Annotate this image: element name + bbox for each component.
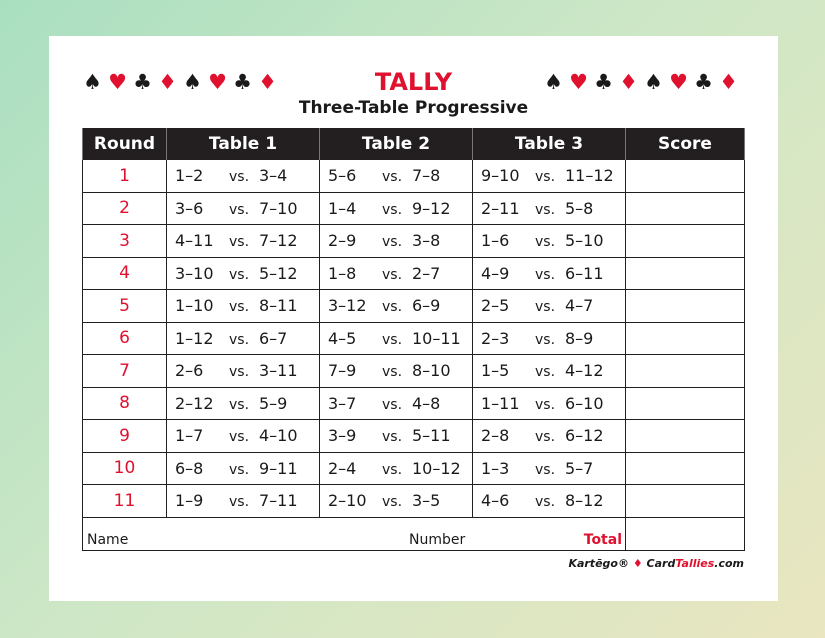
table-1-matchup — [167, 225, 320, 258]
pair-a: 4–9 — [481, 263, 510, 283]
vs-label: vs. — [382, 266, 403, 283]
vs-label: vs. — [535, 461, 556, 478]
pair-b: 8–9 — [565, 328, 594, 348]
vs-label: vs. — [229, 299, 250, 316]
score-cell[interactable] — [626, 420, 745, 453]
pair-a: 2–6 — [175, 361, 204, 381]
vs-label: vs. — [229, 461, 250, 478]
score-cell[interactable] — [626, 387, 745, 420]
table-1-matchup — [167, 192, 320, 225]
spade-icon: ♠ — [183, 70, 204, 94]
table-3-matchup — [473, 322, 626, 355]
vs-label: vs. — [382, 201, 403, 218]
footer-row — [83, 517, 745, 550]
diamond-icon: ♦ — [258, 70, 279, 94]
brand-domain: .com — [714, 557, 744, 570]
table-3-matchup — [473, 387, 626, 420]
tally-card — [49, 36, 778, 601]
pair-b: 4–8 — [412, 393, 441, 413]
vs-label: vs. — [382, 234, 403, 251]
table-3-matchup — [473, 485, 626, 518]
table-row — [83, 322, 745, 355]
number-label: Number — [409, 531, 466, 548]
vs-label: vs. — [535, 201, 556, 218]
pair-b: 7–11 — [259, 491, 298, 511]
table-3-matchup — [473, 192, 626, 225]
score-cell[interactable] — [626, 257, 745, 290]
header-row — [83, 128, 745, 160]
header-table-1: Table 1 — [167, 128, 320, 160]
heart-icon: ♥ — [569, 70, 590, 94]
pair-a: 1–8 — [328, 263, 357, 283]
score-cell[interactable] — [626, 225, 745, 258]
pair-b: 9–11 — [259, 458, 298, 478]
table-2-matchup — [320, 485, 473, 518]
table-3-matchup — [473, 355, 626, 388]
pair-a: 4–5 — [328, 328, 357, 348]
pair-b: 6–11 — [565, 263, 604, 283]
pair-a: 1–7 — [175, 426, 204, 446]
round-number: 4 — [83, 257, 167, 290]
heart-icon: ♥ — [108, 70, 129, 94]
table-2-matchup — [320, 355, 473, 388]
pair-b: 10–12 — [412, 458, 461, 478]
vs-label: vs. — [535, 169, 556, 186]
table-3-matchup — [473, 452, 626, 485]
pair-b: 6–12 — [565, 426, 604, 446]
diamond-icon: ♦ — [632, 557, 643, 570]
table-2-matchup — [320, 387, 473, 420]
vs-label: vs. — [229, 331, 250, 348]
pair-a: 1–9 — [175, 491, 204, 511]
pair-b: 5–10 — [565, 231, 604, 251]
table-2-matchup — [320, 192, 473, 225]
header-round: Round — [83, 128, 167, 160]
table-2-matchup — [320, 290, 473, 323]
round-number: 8 — [83, 387, 167, 420]
pair-b: 4–7 — [565, 296, 594, 316]
round-number: 9 — [83, 420, 167, 453]
pair-a: 3–10 — [175, 263, 214, 283]
table-2-matchup — [320, 257, 473, 290]
vs-label: vs. — [229, 169, 250, 186]
footer-fields — [83, 517, 626, 550]
vs-label: vs. — [229, 201, 250, 218]
vs-label: vs. — [382, 299, 403, 316]
pair-a: 2–5 — [481, 296, 510, 316]
vs-label: vs. — [382, 331, 403, 348]
pair-a: 4–6 — [481, 491, 510, 511]
table-row — [83, 160, 745, 193]
pair-b: 8–12 — [565, 491, 604, 511]
diamond-icon: ♦ — [719, 70, 740, 94]
vs-label: vs. — [535, 266, 556, 283]
round-number: 11 — [83, 485, 167, 518]
club-icon: ♣ — [133, 70, 154, 94]
table-2-matchup — [320, 420, 473, 453]
spade-icon: ♠ — [83, 70, 104, 94]
score-cell[interactable] — [626, 452, 745, 485]
pair-a: 1–4 — [328, 198, 357, 218]
pair-a: 1–2 — [175, 166, 204, 186]
round-number: 7 — [83, 355, 167, 388]
table-1-matchup — [167, 355, 320, 388]
vs-label: vs. — [535, 494, 556, 511]
vs-label: vs. — [229, 429, 250, 446]
table-row — [83, 225, 745, 258]
table-1-matchup — [167, 387, 320, 420]
pair-a: 2–9 — [328, 231, 357, 251]
table-row — [83, 290, 745, 323]
brand-footer — [568, 557, 744, 570]
pair-b: 7–12 — [259, 231, 298, 251]
pair-a: 2–8 — [481, 426, 510, 446]
pair-a: 4–11 — [175, 231, 214, 251]
round-number: 6 — [83, 322, 167, 355]
club-icon: ♣ — [594, 70, 615, 94]
table-1-matchup — [167, 257, 320, 290]
pair-a: 1–3 — [481, 458, 510, 478]
pair-b: 5–8 — [565, 198, 594, 218]
score-cell[interactable] — [626, 322, 745, 355]
vs-label: vs. — [535, 364, 556, 381]
table-1-matchup — [167, 160, 320, 193]
pair-a: 1–10 — [175, 296, 214, 316]
table-row — [83, 192, 745, 225]
pair-b: 9–12 — [412, 198, 451, 218]
round-number: 1 — [83, 160, 167, 193]
vs-label: vs. — [535, 331, 556, 348]
pair-a: 6–8 — [175, 458, 204, 478]
table-3-matchup — [473, 290, 626, 323]
vs-label: vs. — [382, 494, 403, 511]
table-row — [83, 485, 745, 518]
header-table-2: Table 2 — [320, 128, 473, 160]
header-score: Score — [626, 128, 745, 160]
round-number: 10 — [83, 452, 167, 485]
vs-label: vs. — [535, 299, 556, 316]
spade-icon: ♠ — [544, 70, 565, 94]
table-row — [83, 420, 745, 453]
pair-b: 5–7 — [565, 458, 594, 478]
pair-a: 2–12 — [175, 393, 214, 413]
table-3-matchup — [473, 160, 626, 193]
table-2-matchup — [320, 160, 473, 193]
pair-a: 7–9 — [328, 361, 357, 381]
pair-a: 3–7 — [328, 393, 357, 413]
pair-b: 3–8 — [412, 231, 441, 251]
round-number: 2 — [83, 192, 167, 225]
tally-table — [82, 128, 745, 551]
vs-label: vs. — [535, 396, 556, 413]
pair-b: 4–12 — [565, 361, 604, 381]
total-score-cell[interactable] — [626, 517, 745, 550]
pair-a: 2–11 — [481, 198, 520, 218]
pair-a: 5–6 — [328, 166, 357, 186]
table-1-matchup — [167, 322, 320, 355]
diamond-icon: ♦ — [158, 70, 179, 94]
score-cell[interactable] — [626, 485, 745, 518]
table-row — [83, 257, 745, 290]
pair-b: 8–10 — [412, 361, 451, 381]
pair-a: 3–12 — [328, 296, 367, 316]
vs-label: vs. — [382, 169, 403, 186]
pair-b: 5–9 — [259, 393, 288, 413]
pair-b: 6–7 — [259, 328, 288, 348]
vs-label: vs. — [229, 396, 250, 413]
pair-b: 5–12 — [259, 263, 298, 283]
page-title: TALLY — [374, 68, 453, 96]
suits-right — [542, 70, 742, 94]
vs-label: vs. — [382, 429, 403, 446]
brand-card: Card — [646, 557, 676, 570]
round-number: 3 — [83, 225, 167, 258]
vs-label: vs. — [535, 234, 556, 251]
pair-a: 3–9 — [328, 426, 357, 446]
vs-label: vs. — [535, 429, 556, 446]
vs-label: vs. — [382, 396, 403, 413]
brand-kartego: Kartēgo® — [568, 557, 629, 570]
header-table-3: Table 3 — [473, 128, 626, 160]
table-row — [83, 355, 745, 388]
pair-b: 2–7 — [412, 263, 441, 283]
score-cell[interactable] — [626, 290, 745, 323]
total-label: Total — [583, 531, 622, 548]
page-subtitle: Three-Table Progressive — [298, 98, 529, 118]
table-1-matchup — [167, 485, 320, 518]
table-3-matchup — [473, 257, 626, 290]
club-icon: ♣ — [694, 70, 715, 94]
club-icon: ♣ — [233, 70, 254, 94]
pair-a: 2–10 — [328, 491, 367, 511]
table-1-matchup — [167, 290, 320, 323]
pair-b: 10–11 — [412, 328, 461, 348]
name-label: Name — [87, 531, 129, 548]
heart-icon: ♥ — [669, 70, 690, 94]
score-cell[interactable] — [626, 160, 745, 193]
vs-label: vs. — [229, 364, 250, 381]
pair-a: 2–4 — [328, 458, 357, 478]
table-row — [83, 452, 745, 485]
pair-a: 1–11 — [481, 393, 520, 413]
table-row — [83, 387, 745, 420]
pair-b: 6–9 — [412, 296, 441, 316]
table-2-matchup — [320, 452, 473, 485]
pair-a: 1–5 — [481, 361, 510, 381]
vs-label: vs. — [229, 234, 250, 251]
pair-a: 1–12 — [175, 328, 214, 348]
pair-b: 3–11 — [259, 361, 298, 381]
table-3-matchup — [473, 225, 626, 258]
pair-b: 8–11 — [259, 296, 298, 316]
pair-b: 3–5 — [412, 491, 441, 511]
table-2-matchup — [320, 225, 473, 258]
vs-label: vs. — [229, 266, 250, 283]
round-number: 5 — [83, 290, 167, 323]
pair-b: 11–12 — [565, 166, 614, 186]
heart-icon: ♥ — [208, 70, 229, 94]
pair-b: 6–10 — [565, 393, 604, 413]
vs-label: vs. — [382, 364, 403, 381]
brand-tallies: Tallies — [675, 557, 715, 570]
pair-a: 1–6 — [481, 231, 510, 251]
table-2-matchup — [320, 322, 473, 355]
score-cell[interactable] — [626, 192, 745, 225]
pair-b: 5–11 — [412, 426, 451, 446]
table-1-matchup — [167, 452, 320, 485]
pair-b: 3–4 — [259, 166, 288, 186]
pair-b: 7–8 — [412, 166, 441, 186]
vs-label: vs. — [229, 494, 250, 511]
pair-a: 3–6 — [175, 198, 204, 218]
score-cell[interactable] — [626, 355, 745, 388]
diamond-icon: ♦ — [619, 70, 640, 94]
spade-icon: ♠ — [644, 70, 665, 94]
pair-a: 9–10 — [481, 166, 520, 186]
table-3-matchup — [473, 420, 626, 453]
pair-b: 7–10 — [259, 198, 298, 218]
vs-label: vs. — [382, 461, 403, 478]
table-1-matchup — [167, 420, 320, 453]
pair-b: 4–10 — [259, 426, 298, 446]
pair-a: 2–3 — [481, 328, 510, 348]
